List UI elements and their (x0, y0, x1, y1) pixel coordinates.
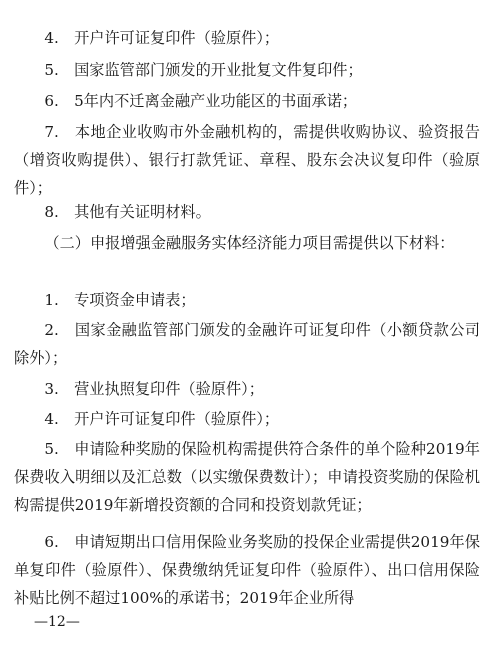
list-item: 6. 申请短期出口信用保险业务奖励的投保企业需提供2019年保单复印件（验原件）、保费缴纳凭证复印件（验原件）、出口信用保险补贴比例不超过100%的承诺书；2019年企业所得 (14, 533, 480, 607)
page-number: —12— (34, 614, 80, 630)
list-item: 5. 申请险种奖励的保险机构需提供符合条件的单个险种2019年保费收入明细以及汇总数（以实缴保费数计）；申请投资奖励的保险机构需提供2019年新增投资额的合同和投资划款凭证； (14, 440, 480, 514)
list-item: 1. 专项资金申请表； (44, 291, 196, 309)
section-heading: （二）申报增强金融服务实体经济能力项目需提供以下材料： (44, 234, 455, 252)
list-item: 4. 开户许可证复印件（验原件）； (44, 29, 280, 47)
list-item: 3. 营业执照复印件（验原件）； (44, 380, 264, 398)
list-item: 5. 国家监管部门颁发的开业批复文件复印件； (44, 61, 363, 79)
list-item: 7. 本地企业收购市外金融机构的，需提供收购协议、验资报告（增资收购提供）、银行打款凭证、章程、股东会决议复印件（验原件）； (14, 123, 480, 197)
list-item: 2. 国家金融监管部门颁发的金融许可证复印件（小额贷款公司除外）； (14, 321, 480, 367)
list-item: 4. 开户许可证复印件（验原件）； (44, 410, 280, 428)
list-item: 6. 5年内不迁离金融产业功能区的书面承诺； (44, 92, 358, 110)
list-item: 8. 其他有关证明材料。 (44, 203, 211, 221)
